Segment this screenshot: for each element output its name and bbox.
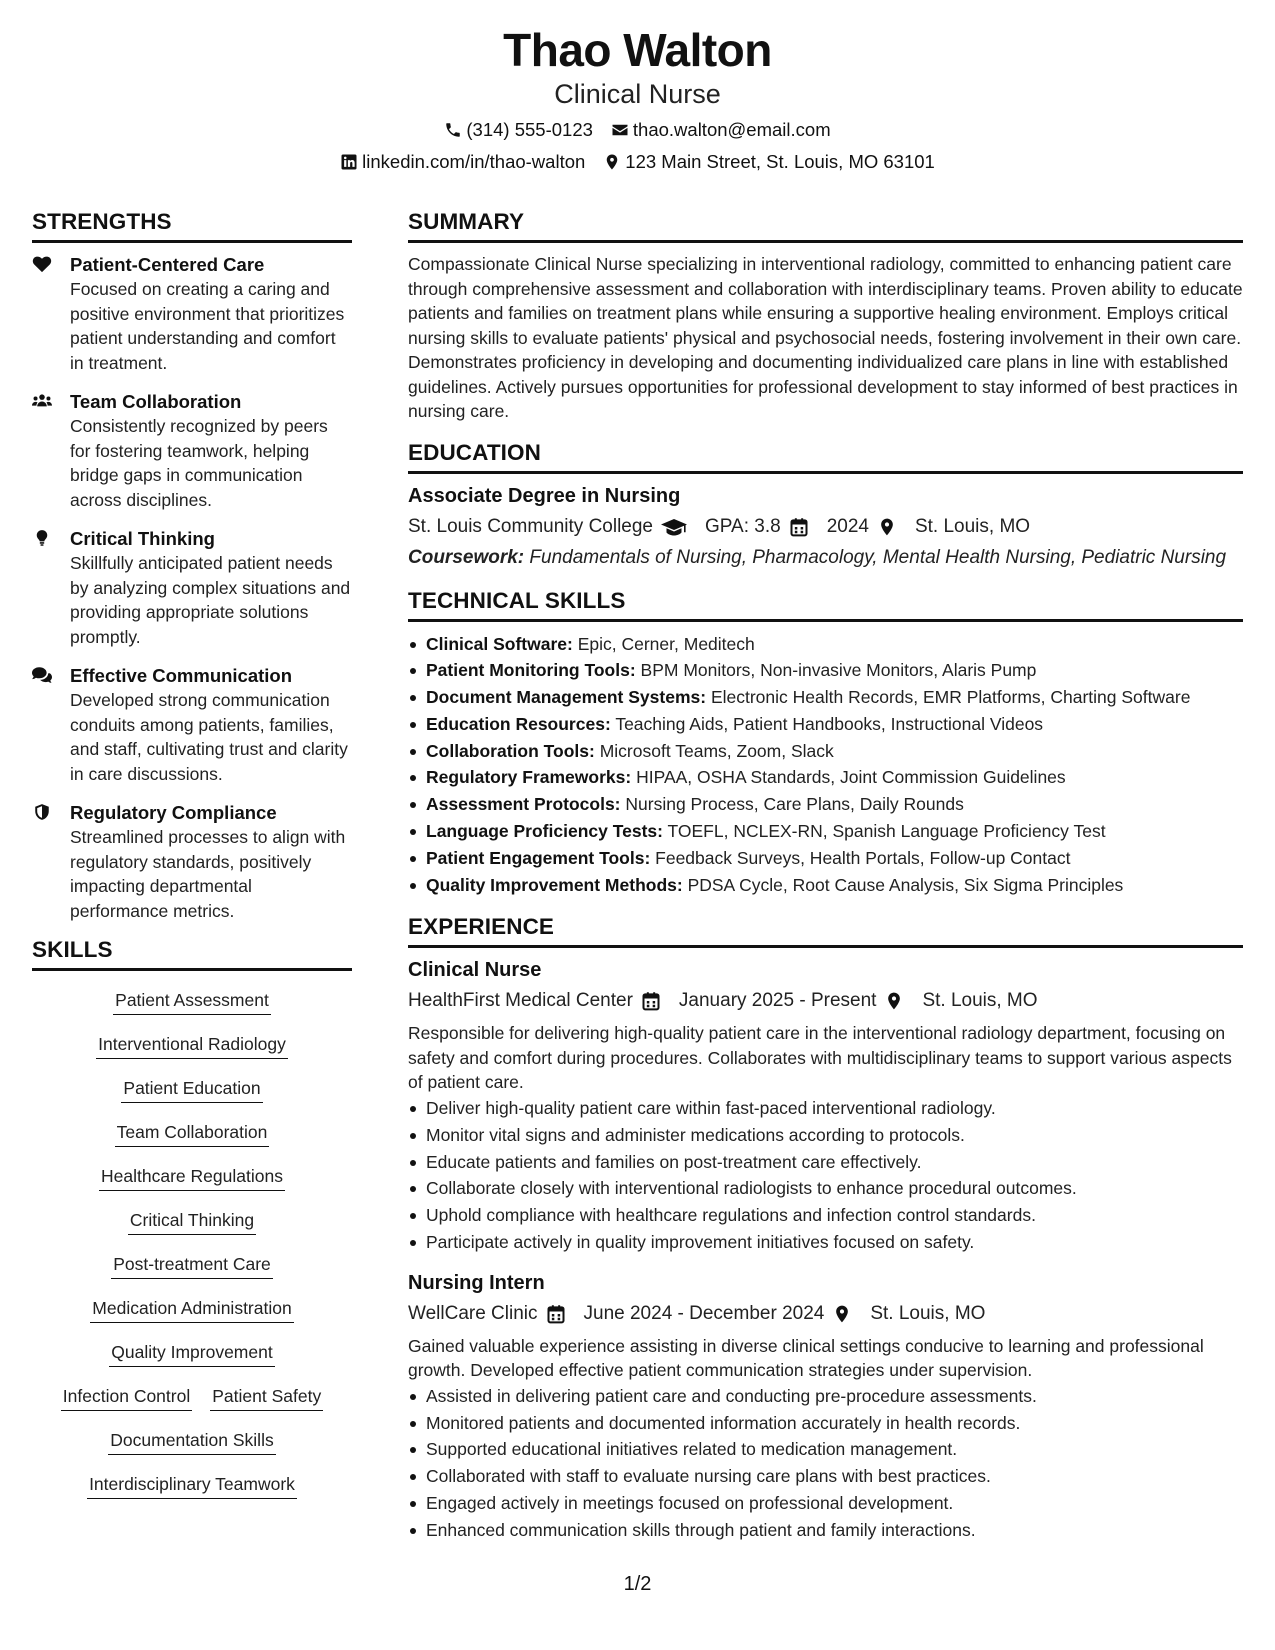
contact-row-1	[0, 118, 1275, 142]
email-contact[interactable]	[611, 118, 831, 142]
linkedin-icon	[340, 153, 358, 171]
list-item: Supported educational initiatives related to medication management.	[408, 1436, 1243, 1463]
strength-item	[32, 526, 352, 649]
strength-item	[32, 389, 352, 512]
technical-skills-section	[408, 588, 1243, 899]
skill-tag: Patient Education	[121, 1076, 262, 1103]
technical-skills-list	[408, 631, 1243, 899]
list-item: Document Management Systems: Electronic Health Records, EMR Platforms, Charting Software	[408, 684, 1243, 711]
candidate-title: Clinical Nurse	[554, 79, 721, 109]
list-item: Assessment Protocols: Nursing Process, Care Plans, Daily Rounds	[408, 791, 1243, 818]
list-item: Uphold compliance with healthcare regulations and infection control standards.	[408, 1202, 1243, 1229]
list-item: Deliver high-quality patient care within fast-paced interventional radiology.	[408, 1095, 1243, 1122]
skill-tag: Infection Control	[61, 1384, 192, 1411]
map-marker-icon	[877, 517, 897, 537]
phone-contact[interactable]	[444, 118, 593, 142]
skill-tag: Interventional Radiology	[96, 1032, 288, 1059]
list-item: Monitor vital signs and administer medications according to protocols.	[408, 1122, 1243, 1149]
candidate-name: Thao Walton	[503, 24, 772, 76]
list-item: Monitored patients and documented information accurately in health records.	[408, 1410, 1243, 1437]
strength-title: Team Collaboration	[70, 391, 242, 412]
job-location: St. Louis, MO	[870, 1302, 986, 1324]
strength-desc: Streamlined processes to align with regulatory standards, positively impacting departmental performance metrics.	[70, 827, 346, 921]
education-heading: EDUCATION	[408, 440, 1243, 474]
company-name: WellCare Clinic	[408, 1302, 538, 1324]
job-entry	[408, 1270, 1243, 1544]
strength-title: Effective Communication	[70, 665, 293, 686]
strength-desc: Focused on creating a caring and positive environment that prioritizes patient understanding and comfort in treatment.	[70, 279, 345, 373]
skills-section	[32, 937, 352, 1516]
job-title: Clinical Nurse	[408, 959, 542, 982]
skill-tag: Patient Assessment	[113, 988, 271, 1015]
list-item: Educate patients and families on post-treatment care effectively.	[408, 1149, 1243, 1176]
list-item: Patient Monitoring Tools: BPM Monitors, Non-invasive Monitors, Alaris Pump	[408, 657, 1243, 684]
list-item: Engaged actively in meetings focused on professional development.	[408, 1490, 1243, 1517]
resume-header	[0, 22, 1275, 174]
experience-heading: EXPERIENCE	[408, 914, 1243, 948]
phone-text: (314) 555-0123	[466, 119, 593, 140]
job-title: Nursing Intern	[408, 1271, 545, 1294]
strength-desc: Consistently recognized by peers for fostering teamwork, helping bridge gaps in communication across disciplines.	[70, 416, 328, 510]
coursework-label: Coursework:	[408, 546, 525, 568]
strength-item	[32, 252, 352, 375]
list-item: Collaborate closely with interventional radiologists to enhance procedural outcomes.	[408, 1175, 1243, 1202]
job-description: Gained valuable experience assisting in diverse clinical settings conducive to learning and professional growth. Developed effective patient communication strategies under supervision.	[408, 1335, 1204, 1381]
address-text: 123 Main Street, St. Louis, MO 63101	[625, 151, 935, 172]
skill-tag: Documentation Skills	[108, 1428, 275, 1455]
list-item: Collaborated with staff to evaluate nursing care plans with best practices.	[408, 1463, 1243, 1490]
heart-icon	[32, 255, 52, 273]
gpa-text: GPA: 3.8	[705, 515, 781, 537]
experience-section	[408, 914, 1243, 1543]
linkedin-text: linkedin.com/in/thao-walton	[362, 151, 586, 172]
strength-title: Critical Thinking	[70, 528, 215, 549]
list-item: Language Proficiency Tests: TOEFL, NCLEX-RN, Spanish Language Proficiency Test	[408, 818, 1243, 845]
strength-item	[32, 663, 352, 786]
list-item: Participate actively in quality improvement initiatives focused on safety.	[408, 1229, 1243, 1256]
calendar-icon	[789, 517, 809, 537]
contact-row-2	[0, 150, 1275, 174]
strength-desc: Developed strong communication conduits among patients, families, and staff, cultivating trust and clarity in care discussions.	[70, 690, 348, 784]
skill-tag: Post-treatment Care	[111, 1252, 273, 1279]
technical-skills-heading: TECHNICAL SKILLS	[408, 588, 1243, 622]
coursework	[408, 545, 1243, 570]
summary-section	[408, 209, 1243, 424]
page-number: 1/2	[623, 1573, 652, 1595]
map-marker-icon	[603, 153, 621, 171]
list-item: Enhanced communication skills through patient and family interactions.	[408, 1517, 1243, 1544]
list-item: Quality Improvement Methods: PDSA Cycle, Root Cause Analysis, Six Sigma Principles	[408, 872, 1243, 899]
shield-icon	[32, 803, 52, 821]
job-bullets	[408, 1095, 1243, 1256]
skills-list	[32, 980, 352, 1516]
lightbulb-icon	[32, 529, 52, 547]
skill-tag: Team Collaboration	[115, 1120, 270, 1147]
graduation-cap-icon	[661, 516, 687, 538]
education-meta	[408, 513, 1243, 541]
skill-tag: Quality Improvement	[109, 1340, 274, 1367]
right-column	[408, 209, 1243, 1558]
job-bullets	[408, 1383, 1243, 1544]
list-item: Patient Engagement Tools: Feedback Surveys, Health Portals, Follow-up Contact	[408, 845, 1243, 872]
strength-item	[32, 800, 352, 923]
list-item: Education Resources: Teaching Aids, Patient Handbooks, Instructional Videos	[408, 711, 1243, 738]
list-item: Assisted in delivering patient care and conducting pre-procedure assessments.	[408, 1383, 1243, 1410]
company-name: HealthFirst Medical Center	[408, 990, 633, 1012]
users-icon	[32, 392, 52, 410]
skill-tag: Interdisciplinary Teamwork	[87, 1472, 297, 1499]
strength-title: Patient-Centered Care	[70, 254, 265, 275]
skill-tag: Healthcare Regulations	[99, 1164, 285, 1191]
list-item: Clinical Software: Epic, Cerner, Meditech	[408, 631, 1243, 658]
graduation-year: 2024	[826, 515, 869, 537]
job-dates: June 2024 - December 2024	[583, 1302, 825, 1324]
job-meta	[408, 1300, 1243, 1328]
list-item: Regulatory Frameworks: HIPAA, OSHA Standards, Joint Commission Guidelines	[408, 764, 1243, 791]
address-contact	[603, 150, 935, 174]
summary-text: Compassionate Clinical Nurse specializing in interventional radiology, committed to enhancing patient care through comprehensive assessment and collaboration with interdisciplinary teams. Proven ability to educate patients and families on treatment plans while ensuring a supportive healing environment. Employs critical nursing skills to evaluate patients' physical and psychosocial needs, fostering involvement in their own care. Demonstrates proficiency in developing and documenting individualized care plans in line with established guidelines. Actively pursues opportunities for professional development to stay informed of best practices in nursing care.	[408, 254, 1243, 421]
job-meta	[408, 987, 1243, 1015]
school-name: St. Louis Community College	[408, 515, 653, 537]
calendar-icon	[546, 1304, 566, 1324]
degree-title: Associate Degree in Nursing	[408, 484, 681, 507]
map-marker-icon	[884, 991, 904, 1011]
coursework-text: Fundamentals of Nursing, Pharmacology, Mental Health Nursing, Pediatric Nursing	[529, 546, 1227, 568]
strengths-heading: STRENGTHS	[32, 209, 352, 243]
calendar-icon	[641, 991, 661, 1011]
strengths-section	[32, 209, 352, 923]
email-text: thao.walton@email.com	[632, 119, 831, 140]
skills-heading: SKILLS	[32, 937, 352, 971]
skill-tag: Medication Administration	[90, 1296, 293, 1323]
job-description: Responsible for delivering high-quality patient care in the interventional radiology department, focusing on safety and comfort during procedures. Collaborates with multidisciplinary teams to support various aspects of patient care.	[408, 1023, 1232, 1093]
skill-tag: Critical Thinking	[128, 1208, 256, 1235]
envelope-icon	[611, 121, 629, 139]
education-section	[408, 440, 1243, 570]
job-location: St. Louis, MO	[922, 990, 1038, 1012]
strength-title: Regulatory Compliance	[70, 802, 277, 823]
job-dates: January 2025 - Present	[678, 990, 877, 1012]
strength-desc: Skillfully anticipated patient needs by analyzing complex situations and providing appropriate solutions promptly.	[70, 553, 351, 647]
education-location: St. Louis, MO	[914, 515, 1031, 537]
left-column	[32, 209, 352, 1516]
skill-tag: Patient Safety	[210, 1384, 323, 1411]
map-marker-icon	[832, 1304, 852, 1324]
phone-icon	[444, 121, 462, 139]
linkedin-contact[interactable]	[340, 150, 585, 174]
job-entry	[408, 957, 1243, 1255]
list-item: Collaboration Tools: Microsoft Teams, Zoom, Slack	[408, 738, 1243, 765]
comments-icon	[32, 666, 52, 684]
summary-heading: SUMMARY	[408, 209, 1243, 243]
